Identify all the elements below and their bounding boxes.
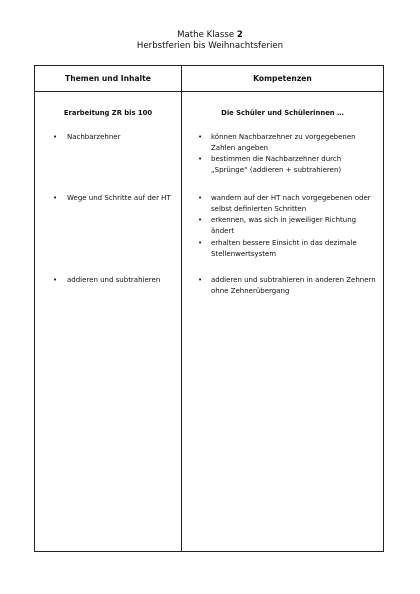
bullet-icon: • — [53, 133, 58, 141]
bullet-icon: • — [198, 216, 203, 224]
table-header-row — [35, 66, 383, 92]
title-class-number: 2 — [236, 30, 243, 40]
document-header — [0, 30, 420, 52]
column-divider — [181, 66, 182, 551]
column-header-competencies: Kompetenzen — [253, 74, 312, 83]
bullet-icon: • — [198, 155, 203, 163]
curriculum-table: Themen und Inhalte Kompetenzen Erarbeitung ZR bis 100 Die Schüler und Schülerinnen … • Nachbarzehner • Wege und Schritte auf der HT • addieren und subtrahieren • können Nachbarzehner zu vorgegebenen Zahlen angeben • bestimmen die Nachbarzehner durch „Sprünge“ (addieren + subtrahieren) • wandern auf der HT nach vorgegebenen oder selbst definierten Schritten • erkennen, was sich in jeweiliger Richtung ändert • erhalten bessere Einsicht in das dezimale Stellenwertsystem • addieren und subtrahieren in anderen Zehnern ohne Zehnerübergang — [34, 65, 384, 552]
column-header-topics: Themen und Inhalte — [65, 74, 151, 83]
bullet-icon: • — [198, 276, 203, 284]
document-subtitle: Herbstferien bis Weihnachtsferien — [136, 41, 284, 51]
bullet-icon: • — [198, 194, 203, 202]
bullet-icon: • — [198, 239, 203, 247]
bullet-icon: • — [53, 276, 58, 284]
bullet-icon: • — [198, 133, 203, 141]
document-title — [0, 30, 420, 41]
topics-subheading: Erarbeitung ZR bis 100 — [63, 109, 153, 117]
bullet-icon: • — [53, 194, 58, 202]
title-prefix: Mathe Klasse — [177, 30, 237, 40]
competencies-subheading: Die Schüler und Schülerinnen … — [221, 109, 344, 117]
